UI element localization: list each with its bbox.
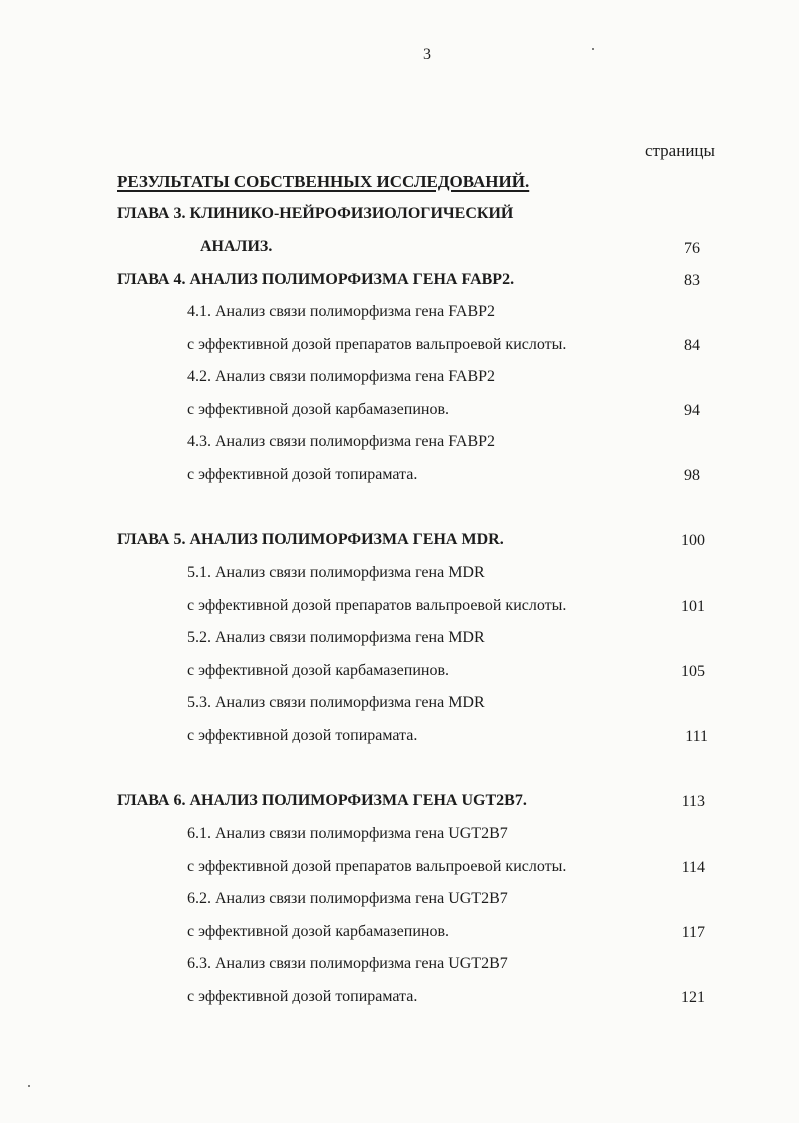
section-6-2-line1: 6.2. Анализ связи полиморфизма гена UGT2B7 [187,890,508,907]
scan-speck [592,48,594,50]
section-4-2-page: 94 [684,402,700,419]
chapter-5-title: ГЛАВА 5. АНАЛИЗ ПОЛИМОРФИЗМА ГЕНА MDR. [117,531,504,548]
section-6-3-line2: с эффективной дозой топирамата. [187,988,418,1005]
section-6-3-page: 121 [681,989,705,1006]
chapter-5-page: 100 [681,532,705,549]
section-5-3-line1: 5.3. Анализ связи полиморфизма гена MDR [187,694,485,711]
chapter-6-title: ГЛАВА 6. АНАЛИЗ ПОЛИМОРФИЗМА ГЕНА UGT2B7. [117,792,527,809]
section-5-2-line1: 5.2. Анализ связи полиморфизма гена MDR [187,629,485,646]
section-5-3-page: 111 [685,728,708,745]
chapter-6-page: 113 [681,793,705,810]
page-number: 3 [423,46,431,63]
section-5-1-line2: с эффективной дозой препаратов вальпроевой кислоты. [187,597,567,614]
chapter-3-title-line2: АНАЛИЗ. [200,238,273,255]
section-4-3-line1: 4.3. Анализ связи полиморфизма гена FABP2 [187,433,496,450]
section-6-1-page: 114 [681,859,705,876]
section-5-1-line1: 5.1. Анализ связи полиморфизма гена MDR [187,564,485,581]
section-6-1-line1: 6.1. Анализ связи полиморфизма гена UGT2B7 [187,825,508,842]
section-6-3-line1: 6.3. Анализ связи полиморфизма гена UGT2B7 [187,955,508,972]
section-4-1-line1: 4.1. Анализ связи полиморфизма гена FABP2 [187,303,496,320]
section-5-2-page: 105 [681,663,705,680]
section-6-2-line2: с эффективной дозой карбамазепинов. [187,923,449,940]
section-6-2-page: 117 [681,924,705,941]
chapter-3-title-line1: ГЛАВА 3. КЛИНИКО-НЕЙРОФИЗИОЛОГИЧЕСКИЙ [117,205,514,222]
section-heading: РЕЗУЛЬТАТЫ СОБСТВЕННЫХ ИССЛЕДОВАНИЙ. [117,172,530,191]
section-4-2-line2: с эффективной дозой карбамазепинов. [187,401,449,418]
section-6-1-line2: с эффективной дозой препаратов вальпроевой кислоты. [187,858,567,875]
chapter-4-page: 83 [684,272,700,289]
section-5-3-line2: с эффективной дозой топирамата. [187,727,418,744]
section-5-2-line2: с эффективной дозой карбамазепинов. [187,662,449,679]
section-4-3-line2: с эффективной дозой топирамата. [187,466,418,483]
pages-column-header: страницы [645,141,715,160]
chapter-3-page: 76 [684,240,700,257]
section-4-2-line1: 4.2. Анализ связи полиморфизма гена FABP2 [187,368,496,385]
section-4-1-page: 84 [684,337,700,354]
chapter-4-title: ГЛАВА 4. АНАЛИЗ ПОЛИМОРФИЗМА ГЕНА FABP2. [117,271,515,288]
scan-speck [28,1085,30,1087]
section-4-3-page: 98 [684,467,700,484]
section-4-1-line2: с эффективной дозой препаратов вальпроевой кислоты. [187,336,567,353]
section-5-1-page: 101 [681,598,705,615]
